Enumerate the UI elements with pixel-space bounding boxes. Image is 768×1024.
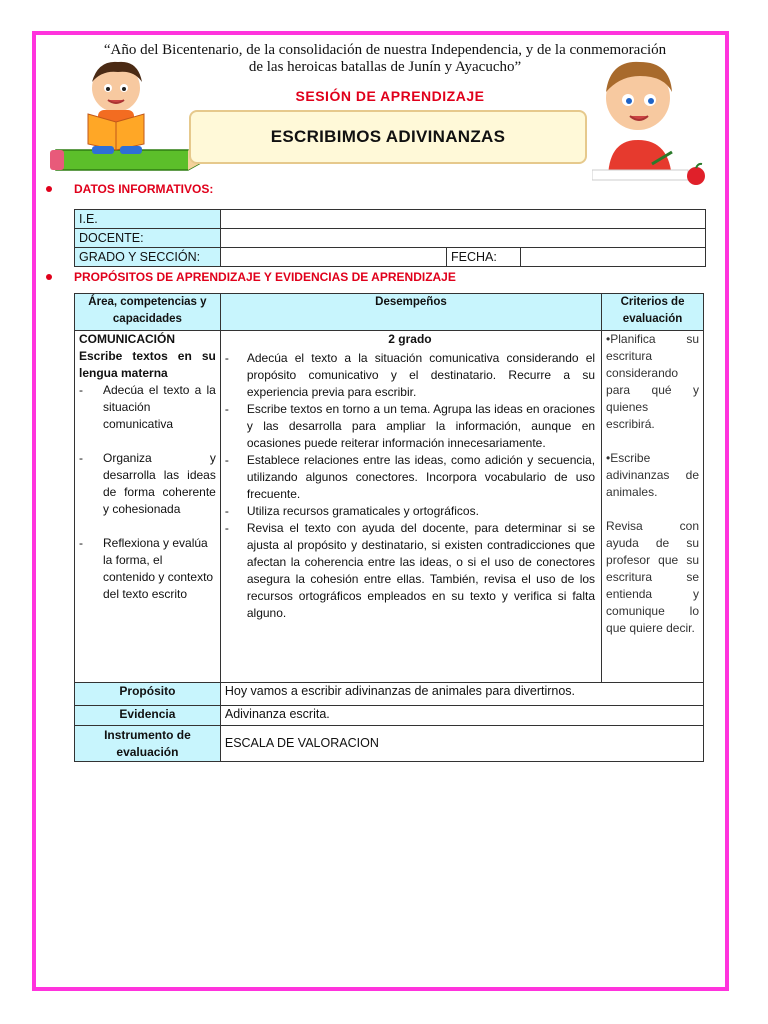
competencia: Escribe textos en su lengua materna (79, 349, 216, 380)
desempeno-text: Establece relaciones entre las ideas, como adición y secuencia, utilizando algunos conectores. Incorpora vocabulario de uso frecuente. (246, 453, 596, 501)
table-row (75, 229, 706, 248)
instrumento-value: ESCALA DE VALORACION (220, 726, 703, 762)
capacidad-text: Organiza y desarrolla las ideas de forma coherente y cohesionada (103, 451, 216, 516)
docente-value (221, 229, 706, 248)
criterio-item: •Escribe adivinanzas de animales. (606, 451, 699, 499)
desempeno-text: Revisa el texto con ayuda del docente, para determinar si se ajusta al propósito y destinatario, si existen contradicciones que afectan la coherencia entre las ideas, o si el uso de conectores asegura la cohesión entre ellas. También, revisa el uso de los recursos ortográficos empleados en su texto y verifica si falta alguno. (246, 521, 596, 620)
grado-value (221, 248, 447, 267)
area-cell (75, 331, 221, 683)
table-row (75, 248, 706, 267)
proposito-value: Hoy vamos a escribir adivinanzas de animales para divertirnos. (220, 683, 703, 706)
reading-boy-illustration (48, 52, 208, 180)
evidencia-label: Evidencia (75, 706, 221, 726)
fecha-value (521, 248, 706, 267)
table-row (75, 706, 704, 726)
list-item: - Escribe textos en torno a un tema. Agrupa las ideas en oraciones y las desarrolla para ampliar la información, aunque en ocasiones puede reiterar información innecesariamente. (224, 402, 596, 450)
docente-label: DOCENTE: (75, 229, 221, 248)
criterios-cell (602, 331, 704, 683)
bullet-icon (46, 186, 52, 192)
table-row (75, 683, 704, 706)
list-item: - Adecúa el texto a la situación comunicativa (79, 383, 216, 431)
desempeno-text: Adecúa el texto a la situación comunicativa considerando el propósito comunicativo y el destinatario. Recurre a su experiencia previa para escribir. (246, 351, 596, 399)
col-desempenos-header: Desempeños (220, 294, 601, 331)
list-item: - Revisa el texto con ayuda del docente, para determinar si se ajusta al propósito y destinatario, si existen contradicciones que afectan la coherencia entre las ideas, o si el uso de conectores asegura la cohesión entre ellas. También, revisa el uso de los recursos ortográficos empleados en su texto y verifica si falta alguno. (224, 521, 596, 620)
proposito-label: Propósito (75, 683, 221, 706)
criterio-item: •Planifica su escritura considerando para qué y quienes escribirá. (606, 332, 699, 431)
grado-label: GRADO Y SECCIÓN: (75, 248, 221, 267)
capacidad-text: Reflexiona y evalúa la forma, el contenido y contexto del texto escrito (103, 536, 214, 601)
datos-table (74, 209, 706, 267)
motto-line-2: de las heroicas batallas de Junín y Ayacucho” (248, 59, 522, 75)
list-item: - Reflexiona y evalúa la forma, el contenido y contexto del texto escrito (79, 535, 216, 603)
table-row (75, 210, 706, 229)
instrumento-label: Instrumento de evaluación (75, 726, 221, 762)
desempeno-text: Utiliza recursos gramaticales y ortográficos. (246, 504, 479, 518)
evidencia-value: Adivinanza escrita. (220, 706, 703, 726)
ie-value (221, 210, 706, 229)
table-row (75, 726, 704, 762)
col-area-header: Área, competencias y capacidades (75, 294, 221, 331)
table-row (75, 331, 704, 683)
session-title: ESCRIBIMOS ADIVINANZAS (270, 127, 506, 146)
list-item: - Organiza y desarrolla las ideas de forma coherente y cohesionada (79, 451, 216, 516)
list-item: - Utiliza recursos gramaticales y ortográficos. (224, 504, 479, 518)
list-item: - Adecúa el texto a la situación comunicativa considerando el propósito comunicativo y el destinatario. Recurre a su experiencia previa para escribir. (224, 351, 596, 399)
bullet-icon (46, 274, 52, 280)
datos-heading-text: DATOS INFORMATIVOS: (74, 182, 214, 196)
grado-heading: 2 grado (388, 332, 432, 346)
list-item: - Establece relaciones entre las ideas, como adición y secuencia, utilizando algunos conectores. Incorpora vocabulario de uso frecuente. (224, 453, 596, 501)
session-title-box (189, 110, 587, 164)
desempeno-text: Escribe textos en torno a un tema. Agrupa las ideas en oraciones y las desarrolla para ampliar la información, aunque en ocasiones puede reiterar información innecesariamente. (246, 402, 596, 450)
criterio-item: Revisa con ayuda de su profesor que su escritura se entienda y comunique lo que quiere decir. (606, 519, 699, 635)
motto-line-1: “Año del Bicentenario, de la consolidación de nuestra Independencia, y de la conmemoración (103, 42, 667, 58)
propositos-heading (40, 270, 456, 284)
desempenos-cell (220, 331, 601, 683)
datos-heading (40, 182, 213, 196)
propositos-table (74, 293, 704, 762)
col-criterios-header: Criterios de evaluación (602, 294, 704, 331)
area-name: COMUNICACIÓN (79, 332, 175, 346)
writing-boy-illustration (592, 52, 692, 182)
session-label: SESIÓN DE APRENDIZAJE (295, 88, 485, 104)
capacidad-text: Adecúa el texto a la situación comunicativa (103, 383, 216, 431)
propositos-heading-text: PROPÓSITOS DE APRENDIZAJE Y EVIDENCIAS DE APRENDIZAJE (74, 270, 456, 284)
ie-label: I.E. (75, 210, 221, 229)
apple-icon (684, 162, 708, 186)
table-header-row (75, 294, 704, 331)
fecha-label: FECHA: (447, 248, 521, 267)
